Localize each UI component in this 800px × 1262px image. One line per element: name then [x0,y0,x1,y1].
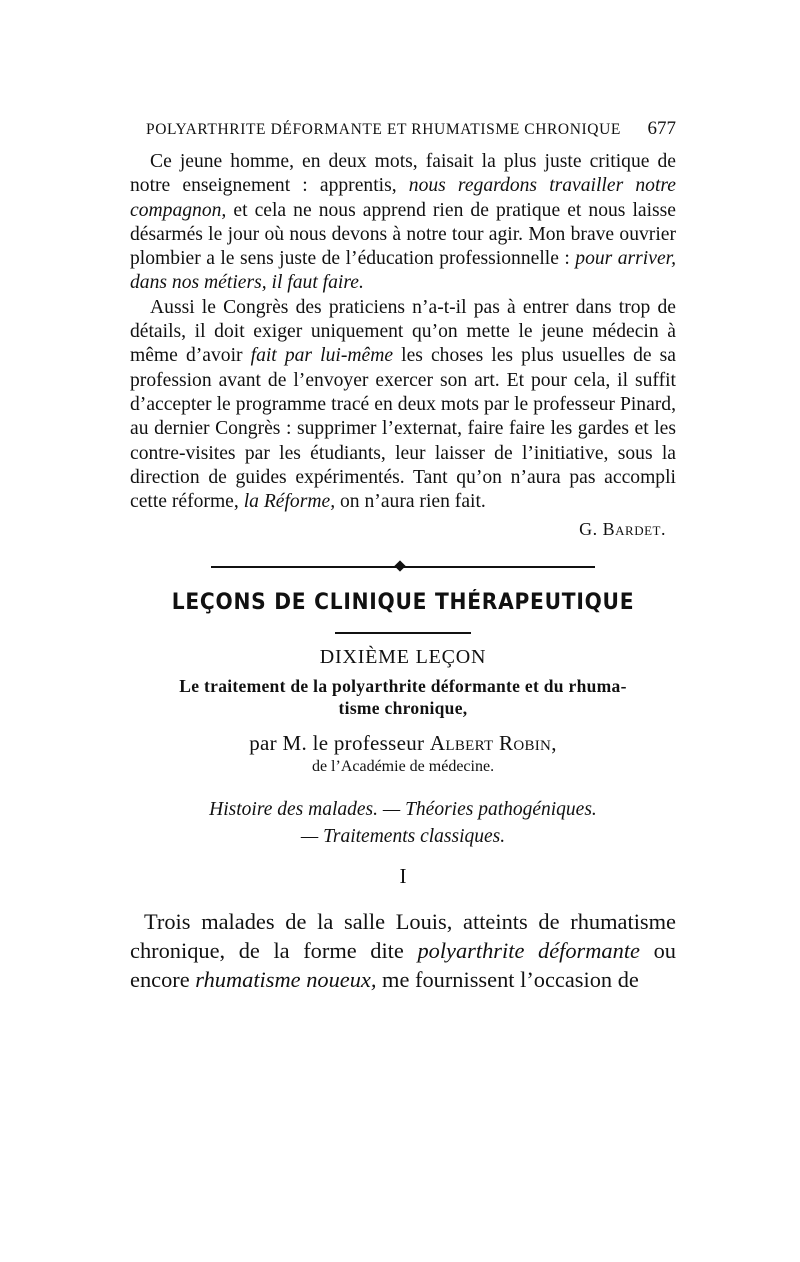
part-numeral: I [399,863,407,888]
page-number: 677 [647,118,676,139]
contents-line-2: — Traitements classiques. [300,825,506,847]
lecture-subtitle [130,675,676,719]
author-affiliation: de l’Académie de médecine. [311,757,495,775]
subtitle-line-1: Le traitement de la polyarthrite déformante et du rhuma- [179,675,627,696]
book-page [130,118,676,994]
author-name: Albert Robin, [429,730,557,755]
lecture-number: DIXIÈME LEÇON [319,645,487,668]
paragraph-critique: Ce jeune homme, en deux mots, faisait la plus juste critique de notre enseignement : apprentis, nous regardons travailler notre compagnon, et cela ne nous apprend rien de pratique et nous laisse désarmés le jour où nous devons à notre tour agir. Mon brave ouvrier plombier a le sens juste de l’éducation professionnelle : pour arriver, dans nos métiers, il faut faire. [130,151,676,294]
paragraph-opening: Trois malades de la salle Louis, atteints de rhumatisme chronique, de la forme dite polyarthrite déformante ou encore rhumatisme noueux, me fournissent l’occasion de [130,908,676,992]
subtitle-line-2: tisme chronique, [338,697,468,718]
lecture-contents [130,796,676,850]
section-title: LEÇONS DE CLINIQUE THÉRAPEUTIQUE [171,590,635,616]
running-title: POLYARTHRITE DÉFORMANTE ET RHUMATISME CHRONIQUE [146,121,621,138]
contents-line-1: Histoire des malades. — Théories pathogéniques. [209,798,597,820]
diamond-ornament-icon [394,561,405,572]
paragraph-congres: Aussi le Congrès des praticiens n’a-t-il pas à entrer dans trop de détails, il doit exiger uniquement qu’on mette le jeune médecin à même d’avoir fait par lui-même les choses les plus usuelles de sa profession avant de l’envoyer exercer son art. Et pour cela, il suffit d’accepter le programme tracé en deux mots par le professeur Pinard, au dernier Congrès : supprimer l’externat, faire faire les gardes et les contre-visites par les étudiants, leur laisser de l’initiative, sous la direction de guides expérimentés. Tant qu’on n’aura pas accompli cette réforme, la Réforme, on n’aura rien fait. [130,296,676,513]
section-divider-ornament [211,562,595,572]
author-line: par M. le professeur Albert Robin, [249,730,557,755]
article-signature: G. Bardet. [579,519,666,540]
running-header [146,118,676,140]
title-rule [335,632,471,634]
